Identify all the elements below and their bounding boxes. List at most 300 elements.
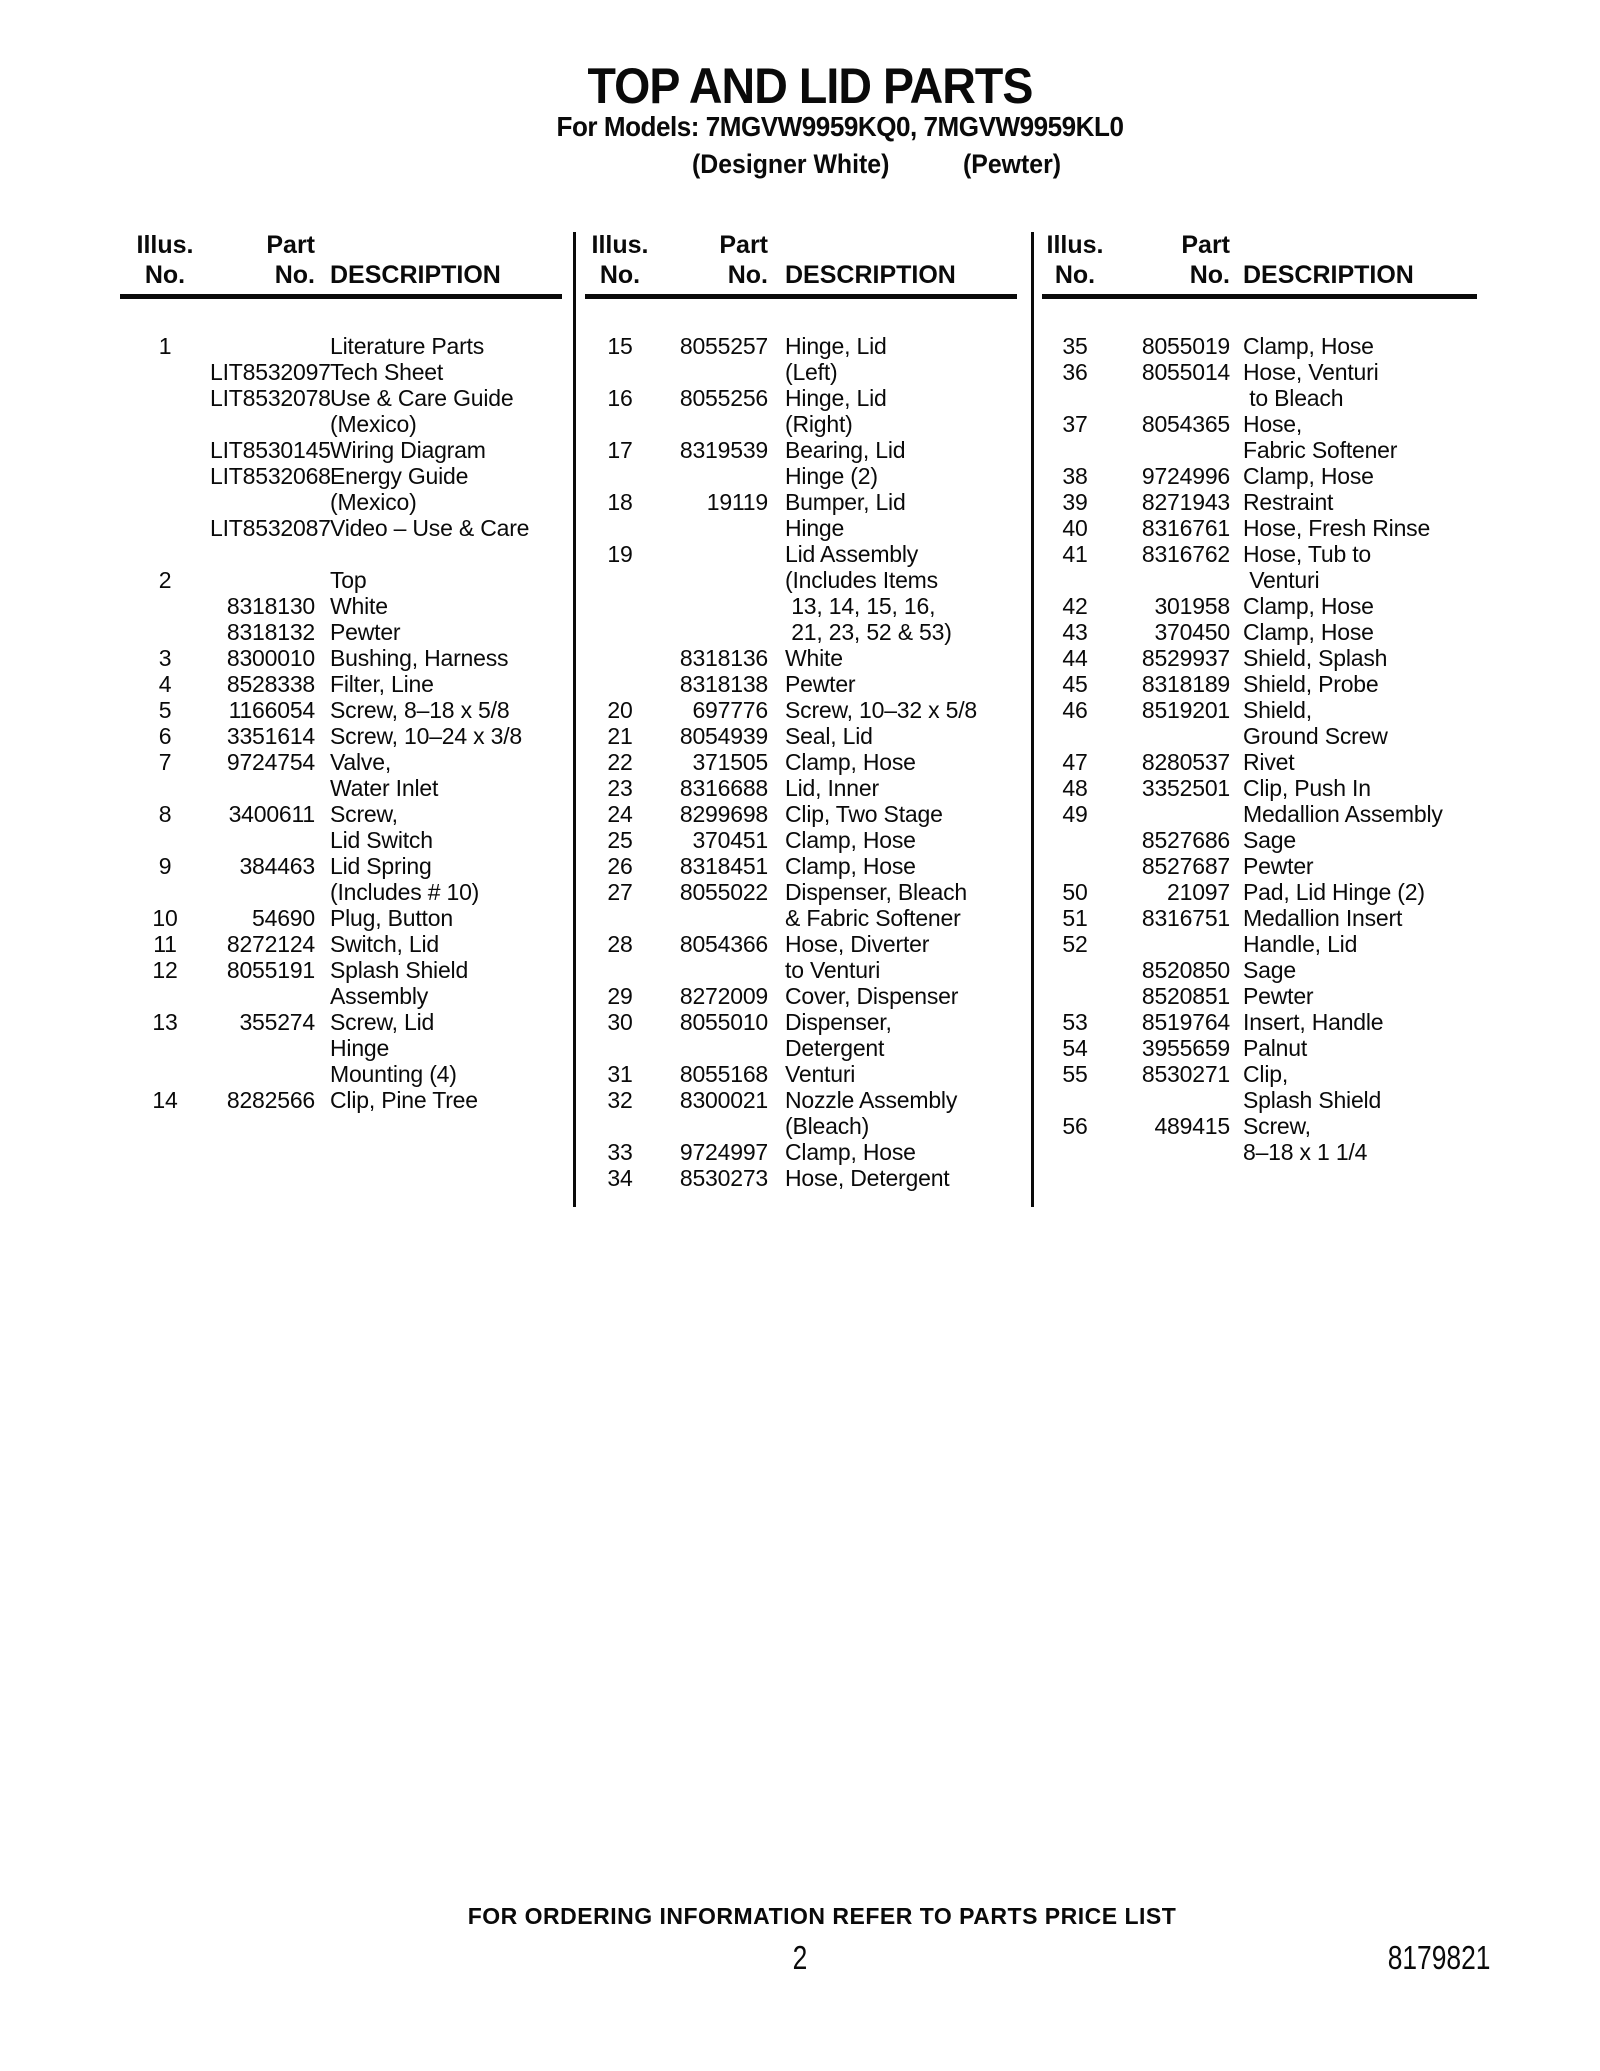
table-row: [120, 827, 562, 853]
illus-no-cell: 54: [1062, 1035, 1088, 1061]
illus-no-cell: 2: [158, 567, 172, 593]
description-cell: Detergent: [785, 1035, 885, 1061]
part-no-cell: 8055257: [679, 333, 768, 359]
illus-no-cell: [585, 645, 655, 671]
illus-no-cell: [585, 957, 655, 983]
part-no-cell: [210, 1061, 315, 1087]
description-cell: Wiring Diagram: [330, 437, 486, 463]
description-cell: Clip, Push In: [1243, 775, 1371, 801]
table-row: [1042, 645, 1477, 671]
table-row: [120, 723, 562, 749]
part-no-cell: [655, 541, 768, 567]
part-no-cell: 9724754: [226, 749, 315, 775]
illus-no-cell: [120, 619, 210, 645]
parts-rows: [585, 333, 1017, 1191]
column-header: [120, 230, 562, 290]
description-cell: Handle, Lid: [1243, 931, 1358, 957]
table-row: [1042, 1009, 1477, 1035]
part-no-cell: 8318138: [679, 671, 768, 697]
description-cell: Hinge: [330, 1035, 390, 1061]
description-cell: Dispenser, Bleach: [785, 879, 967, 905]
part-no-cell: 8318130: [226, 593, 315, 619]
illus-no-cell: [585, 1035, 655, 1061]
description-cell: Clamp, Hose: [1243, 463, 1374, 489]
illus-no-cell: 25: [607, 827, 633, 853]
part-no-cell: [210, 541, 315, 567]
illus-no-cell: 49: [1062, 801, 1088, 827]
illus-no-cell: 35: [1062, 333, 1088, 359]
description-cell: Valve,: [330, 749, 392, 775]
description-cell: Hose, Diverter: [785, 931, 930, 957]
part-no-cell: 3955659: [1141, 1035, 1230, 1061]
table-row: [120, 359, 562, 385]
table-row: [1042, 801, 1477, 827]
part-no-cell: 8055168: [679, 1061, 768, 1087]
illus-no-cell: 39: [1062, 489, 1088, 515]
illus-no-cell: [1042, 567, 1108, 593]
illus-no-cell: 40: [1062, 515, 1088, 541]
table-row: [120, 437, 562, 463]
description-cell: (Bleach): [785, 1113, 870, 1139]
illus-no-cell: [120, 437, 210, 463]
part-no-cell: [1108, 1087, 1230, 1113]
illus-no-cell: 33: [607, 1139, 633, 1165]
part-no-cell: 8520851: [1141, 983, 1230, 1009]
description-cell: & Fabric Softener: [785, 905, 961, 931]
table-row: [1042, 749, 1477, 775]
part-no-cell: 8055010: [679, 1009, 768, 1035]
illus-no-cell: 12: [152, 957, 178, 983]
part-no-cell: [1108, 1139, 1230, 1165]
description-cell: Water Inlet: [330, 775, 439, 801]
part-no-cell: 8272009: [679, 983, 768, 1009]
part-no-cell: 370451: [692, 827, 768, 853]
illus-no-cell: [585, 1113, 655, 1139]
description-cell: Hose,: [1243, 411, 1303, 437]
description-cell: (Mexico): [330, 411, 417, 437]
illus-no-cell: [120, 463, 210, 489]
part-no-cell: 8527686: [1141, 827, 1230, 853]
illus-no-cell: 37: [1062, 411, 1088, 437]
part-no-cell: LIT8532068: [210, 463, 331, 489]
illus-no-cell: [120, 827, 210, 853]
part-no-cell: 384463: [239, 853, 315, 879]
illus-no-cell: [585, 619, 655, 645]
description-cell: Shield, Splash: [1243, 645, 1388, 671]
table-row: [120, 697, 562, 723]
header-rule: [585, 294, 1017, 299]
illus-no-cell: 7: [158, 749, 172, 775]
table-row: [1042, 541, 1477, 567]
illus-no-cell: 23: [607, 775, 633, 801]
table-row: [585, 1061, 1017, 1087]
table-row: [120, 671, 562, 697]
table-row: [585, 385, 1017, 411]
table-row: [120, 489, 562, 515]
illus-no-cell: 18: [607, 489, 633, 515]
description-cell: Seal, Lid: [785, 723, 873, 749]
part-no-cell: 8055256: [679, 385, 768, 411]
illus-no-cell: [120, 359, 210, 385]
description-cell: Clamp, Hose: [1243, 593, 1374, 619]
part-no-cell: 8520850: [1141, 957, 1230, 983]
illus-no-cell: [585, 593, 655, 619]
description-header: DESCRIPTION: [1243, 261, 1414, 289]
description-cell: Splash Shield: [330, 957, 469, 983]
page-title: TOP AND LID PARTS: [587, 58, 1033, 114]
description-cell: Screw, 10–24 x 3/8: [330, 723, 523, 749]
parts-column: [1042, 230, 1477, 1165]
table-row: [1042, 697, 1477, 723]
illus-no-cell: 36: [1062, 359, 1088, 385]
illus-no-cell: [585, 567, 655, 593]
illus-no-cell: 52: [1062, 931, 1088, 957]
part-no-cell: 19119: [706, 489, 768, 515]
description-cell: Pewter: [785, 671, 856, 697]
table-row: [585, 827, 1017, 853]
part-no-cell: 8055019: [1141, 333, 1230, 359]
description-cell: Screw,: [1243, 1113, 1311, 1139]
description-cell: Sage: [1243, 957, 1296, 983]
description-cell: Clamp, Hose: [1243, 333, 1374, 359]
description-cell: Rivet: [1243, 749, 1295, 775]
description-cell: Restraint: [1243, 489, 1334, 515]
part-no-cell: [1108, 931, 1230, 957]
illus-no-cell: 55: [1062, 1061, 1088, 1087]
illus-no-cell: 1: [158, 333, 172, 359]
description-cell: Clamp, Hose: [1243, 619, 1374, 645]
illus-no-cell: [120, 411, 210, 437]
description-cell: Video – Use & Care: [330, 515, 530, 541]
table-row: [585, 645, 1017, 671]
part-no-cell: LIT8532087: [210, 515, 331, 541]
table-row: [120, 1035, 562, 1061]
illus-no-cell: 19: [607, 541, 633, 567]
part-no-cell: 489415: [1154, 1113, 1230, 1139]
description-cell: Tech Sheet: [330, 359, 444, 385]
part-header: Part: [266, 231, 315, 259]
header-rule: [120, 294, 562, 299]
illus-no-cell: [120, 879, 210, 905]
table-row: [585, 879, 1017, 905]
part-no-cell: 8316762: [1141, 541, 1230, 567]
part-no-cell: 8272124: [226, 931, 315, 957]
description-cell: Top: [330, 567, 367, 593]
illus-no-cell: 47: [1062, 749, 1088, 775]
table-row: [1042, 1061, 1477, 1087]
parts-column: [585, 230, 1017, 1191]
part-no-cell: [1108, 567, 1230, 593]
table-row: [120, 801, 562, 827]
table-row: [120, 515, 562, 541]
description-cell: Lid Spring: [330, 853, 432, 879]
illus-no-cell: 43: [1062, 619, 1088, 645]
description-cell: Hinge, Lid: [785, 333, 887, 359]
table-row: [1042, 775, 1477, 801]
table-row: [585, 1165, 1017, 1191]
part-no-cell: 8318189: [1141, 671, 1230, 697]
part-no-cell: 8519201: [1141, 697, 1230, 723]
part-no-cell: 8318132: [226, 619, 315, 645]
part-no-cell: [655, 567, 768, 593]
illus-no-cell: 24: [607, 801, 633, 827]
description-cell: (Left): [785, 359, 838, 385]
description-cell: Medallion Assembly: [1243, 801, 1443, 827]
table-row: [585, 437, 1017, 463]
part-no-cell: 8054939: [679, 723, 768, 749]
illus-no-cell: [120, 1035, 210, 1061]
part-no-cell: 9724996: [1141, 463, 1230, 489]
table-row: [1042, 1087, 1477, 1113]
description-cell: Hinge: [785, 515, 845, 541]
part-no-cell: [210, 983, 315, 1009]
description-cell: Screw, 10–32 x 5/8: [785, 697, 978, 723]
part-no-cell: [655, 1113, 768, 1139]
description-cell: Lid Assembly: [785, 541, 919, 567]
description-cell: Hose, Tub to: [1243, 541, 1372, 567]
description-cell: 8–18 x 1 1/4: [1243, 1139, 1368, 1165]
illus-no-cell: [120, 775, 210, 801]
part-no-cell: 8528338: [226, 671, 315, 697]
illus-no-cell: 4: [158, 671, 172, 697]
column-header: [1042, 230, 1477, 290]
table-row: [585, 775, 1017, 801]
illus-no-cell: 45: [1062, 671, 1088, 697]
part-no-cell: 8054366: [679, 931, 768, 957]
illus-no-cell: [585, 905, 655, 931]
table-row: [1042, 879, 1477, 905]
part-no-cell: [210, 827, 315, 853]
description-header: DESCRIPTION: [330, 261, 501, 289]
table-row: [1042, 931, 1477, 957]
description-cell: Filter, Line: [330, 671, 434, 697]
description-cell: Lid Switch: [330, 827, 433, 853]
description-cell: Palnut: [1243, 1035, 1308, 1061]
color-option-designer-white: (Designer White): [692, 149, 890, 179]
ordering-note: FOR ORDERING INFORMATION REFER TO PARTS PRICE LIST: [467, 1903, 1177, 1929]
part-no-cell: [655, 619, 768, 645]
description-cell: Hose, Detergent: [785, 1165, 950, 1191]
table-row: [120, 541, 562, 567]
description-cell: Lid, Inner: [785, 775, 879, 801]
table-row: [1042, 671, 1477, 697]
table-row: [120, 749, 562, 775]
illus-no-cell: 29: [607, 983, 633, 1009]
table-row: [585, 853, 1017, 879]
part-no-cell: 8316751: [1141, 905, 1230, 931]
description-cell: Fabric Softener: [1243, 437, 1398, 463]
description-cell: Screw, Lid: [330, 1009, 435, 1035]
parts-rows: [1042, 333, 1477, 1165]
table-row: [120, 411, 562, 437]
part-header: Part: [1181, 231, 1230, 259]
description-cell: (Right): [785, 411, 853, 437]
table-row: [120, 463, 562, 489]
table-row: [120, 957, 562, 983]
part-no-cell: [210, 333, 315, 359]
column-divider: [1031, 232, 1034, 1207]
illus-no-cell: 38: [1062, 463, 1088, 489]
description-cell: Clamp, Hose: [785, 1139, 916, 1165]
column-header: [585, 230, 1017, 290]
part-no-cell: 8527687: [1141, 853, 1230, 879]
table-row: [1042, 619, 1477, 645]
table-row: [1042, 333, 1477, 359]
description-cell: Shield,: [1243, 697, 1312, 723]
description-cell: White: [785, 645, 843, 671]
table-row: [120, 853, 562, 879]
description-cell: Medallion Insert: [1243, 905, 1403, 931]
description-cell: Dispenser,: [785, 1009, 892, 1035]
illus-no-cell: 13: [152, 1009, 178, 1035]
illus-no-cell: 21: [607, 723, 633, 749]
table-row: [585, 1113, 1017, 1139]
illus-no-cell: [1042, 723, 1108, 749]
part-no-cell: 370450: [1154, 619, 1230, 645]
description-cell: Screw, 8–18 x 5/8: [330, 697, 510, 723]
description-cell: Mounting (4): [330, 1061, 457, 1087]
description-cell: Hose, Venturi: [1243, 359, 1379, 385]
illus-no-cell: 34: [607, 1165, 633, 1191]
description-cell: Sage: [1243, 827, 1296, 853]
table-row: [1042, 515, 1477, 541]
header-spacer: [1230, 230, 1477, 260]
table-row: [120, 983, 562, 1009]
header-spacer: [315, 230, 562, 260]
description-cell: Venturi: [785, 1061, 856, 1087]
description-cell: (Includes Items: [785, 567, 938, 593]
description-cell: 13, 14, 15, 16,: [785, 593, 936, 619]
description-cell: Hinge (2): [785, 463, 878, 489]
illus-no-cell: 16: [607, 385, 633, 411]
part-header: Part: [719, 231, 768, 259]
table-row: [1042, 983, 1477, 1009]
illus-header: Illus.: [1046, 231, 1104, 259]
description-cell: Venturi: [1243, 567, 1320, 593]
table-row: [585, 723, 1017, 749]
illus-no-cell: [120, 1061, 210, 1087]
illus-no-cell: [585, 671, 655, 697]
header-spacer: [768, 230, 1017, 260]
table-row: [1042, 827, 1477, 853]
description-cell: Hinge, Lid: [785, 385, 887, 411]
color-option-pewter: (Pewter): [963, 149, 1062, 179]
illus-no-cell: [1042, 385, 1108, 411]
part-no-cell: [1108, 385, 1230, 411]
table-row: [585, 541, 1017, 567]
description-cell: Clamp, Hose: [785, 853, 916, 879]
illus-no-cell: 48: [1062, 775, 1088, 801]
illus-no-cell: 44: [1062, 645, 1088, 671]
illus-no-cell: [120, 515, 210, 541]
part-no-cell: [210, 411, 315, 437]
part-no-cell: [210, 567, 315, 593]
illus-no-cell: [120, 385, 210, 411]
illus-no-cell: 11: [153, 931, 177, 957]
illus-no-cell: [585, 411, 655, 437]
illus-no-cell: [1042, 983, 1108, 1009]
illus-no-cell: 31: [607, 1061, 633, 1087]
part-no-cell: [655, 1035, 768, 1061]
table-row: [1042, 437, 1477, 463]
description-cell: Pad, Lid Hinge (2): [1243, 879, 1425, 905]
illus-no-cell: 17: [607, 437, 633, 463]
part-no-cell: 3400611: [228, 801, 315, 827]
description-header: DESCRIPTION: [785, 261, 956, 289]
page-number: 2: [792, 1939, 808, 1976]
table-row: [585, 905, 1017, 931]
table-row: [120, 385, 562, 411]
illus-no-cell: [120, 489, 210, 515]
description-cell: Bushing, Harness: [330, 645, 509, 671]
part-no-cell: LIT8530145: [210, 437, 331, 463]
part-no-header: No.: [1189, 261, 1230, 289]
illus-no-cell: 26: [607, 853, 633, 879]
part-no-cell: 3352501: [1141, 775, 1230, 801]
description-cell: Pewter: [1243, 853, 1314, 879]
part-no-cell: 8280537: [1141, 749, 1230, 775]
table-row: [120, 567, 562, 593]
part-no-cell: [1108, 723, 1230, 749]
part-no-cell: 1166054: [228, 697, 315, 723]
description-cell: Clip, Two Stage: [785, 801, 943, 827]
part-no-cell: 8055022: [679, 879, 768, 905]
table-row: [585, 957, 1017, 983]
table-row: [120, 931, 562, 957]
table-row: [585, 671, 1017, 697]
description-cell: to Bleach: [1243, 385, 1344, 411]
part-no-cell: 8282566: [226, 1087, 315, 1113]
table-row: [1042, 489, 1477, 515]
table-row: [585, 983, 1017, 1009]
table-row: [585, 749, 1017, 775]
illus-no-cell: 6: [158, 723, 172, 749]
table-row: [585, 1087, 1017, 1113]
part-no-cell: 8319539: [679, 437, 768, 463]
illus-no-cell: 41: [1062, 541, 1088, 567]
description-cell: Plug, Button: [330, 905, 453, 931]
doc-number: 8179821: [1387, 1939, 1490, 1976]
illus-no-cell: [120, 983, 210, 1009]
description-cell: White: [330, 593, 388, 619]
illus-no-cell: 10: [152, 905, 178, 931]
part-no-cell: 697776: [692, 697, 768, 723]
illus-no-cell: 56: [1062, 1113, 1088, 1139]
part-no-cell: 8054365: [1141, 411, 1230, 437]
part-no-cell: 21097: [1167, 879, 1230, 905]
table-row: [585, 697, 1017, 723]
illus-no-header: No.: [1054, 261, 1096, 289]
parts-column: [120, 230, 562, 1113]
part-no-cell: 8055014: [1141, 359, 1230, 385]
illus-no-cell: 28: [607, 931, 633, 957]
illus-no-cell: [120, 541, 210, 567]
description-cell: Clamp, Hose: [785, 827, 916, 853]
table-row: [585, 801, 1017, 827]
table-row: [120, 1061, 562, 1087]
illus-no-cell: 9: [158, 853, 172, 879]
part-no-cell: [655, 905, 768, 931]
part-no-cell: 8318451: [679, 853, 768, 879]
parts-rows: [120, 333, 562, 1113]
illus-no-cell: [585, 515, 655, 541]
illus-no-cell: [585, 463, 655, 489]
illus-no-cell: 14: [152, 1087, 178, 1113]
table-row: [120, 619, 562, 645]
part-no-cell: [655, 515, 768, 541]
table-row: [1042, 957, 1477, 983]
description-cell: Shield, Probe: [1243, 671, 1379, 697]
